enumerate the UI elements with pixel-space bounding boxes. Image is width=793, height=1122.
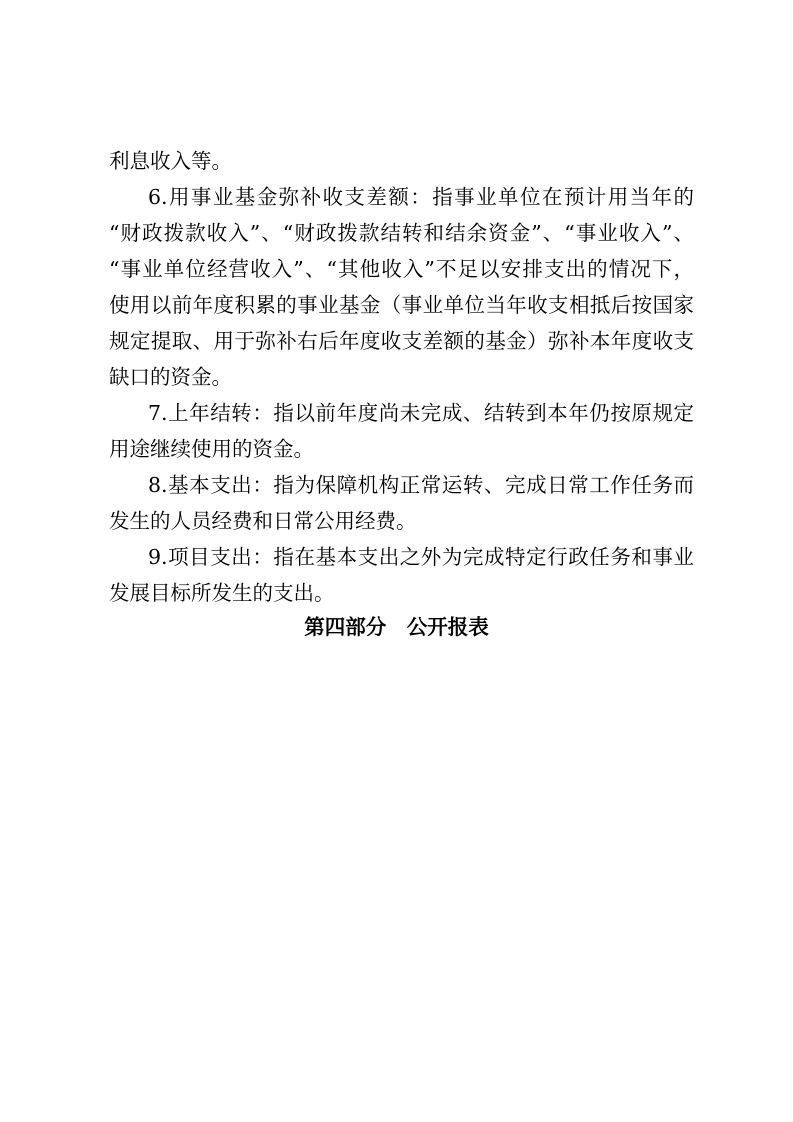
text-line: 8.基本支出：指为保障机构正常运转、完成日常工作任务而 [148,473,694,497]
section-heading: 第四部分 公开报表 [304,615,489,639]
text-line: 发展目标所发生的支出。 [109,581,335,605]
text-line: 发生的人员经费和日常公用经费。 [109,509,417,533]
text-line: “财政拨款收入”、“财政拨款结转和结余资金”、“事业收入”、 [109,221,694,245]
text-line: “事业单位经营收入”、“其他收入”不足以安排支出的情况下， [109,257,694,281]
text-line: 利息收入等。 [109,149,232,173]
text-line: 缺口的资金。 [109,365,232,389]
text-line: 9.项目支出：指在基本支出之外为完成特定行政任务和事业 [148,545,694,569]
text-line: 用途继续使用的资金。 [109,437,314,461]
text-line: 7.上年结转：指以前年度尚未完成、结转到本年仍按原规定 [148,401,694,425]
text-line: 规定提取、用于弥补右后年度收支差额的基金）弥补本年度收支 [109,329,694,353]
text-line: 使用以前年度积累的事业基金（事业单位当年收支相抵后按国家 [109,293,694,317]
text-line: 6.用事业基金弥补收支差额：指事业单位在预计用当年的 [148,185,694,209]
